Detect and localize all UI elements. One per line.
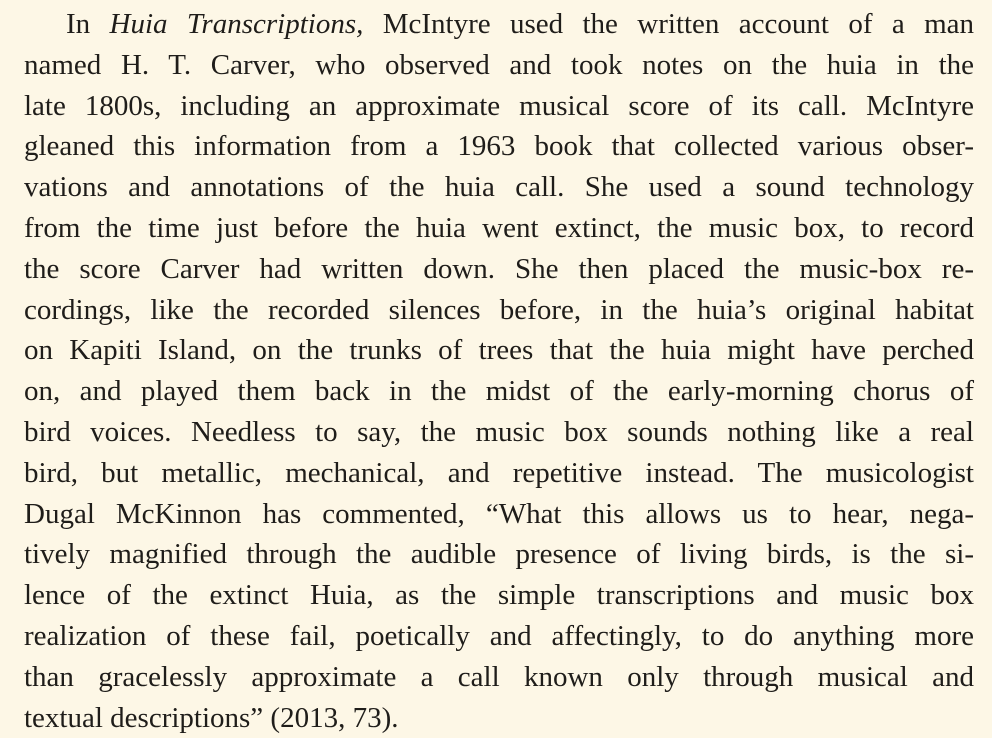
text-line-4: gleaned this information from a 1963 book that collected various obser- <box>24 130 974 163</box>
text-line-5: vations and annotations of the huia call. She used a sound technology <box>24 171 974 204</box>
text-line-12: bird, but metallic, mechanical, and repetitive instead. The musicologist <box>24 456 974 489</box>
text-line-13: Dugal McKinnon has commented, “What this allows us to hear, nega- <box>24 497 974 530</box>
line-1-prefix: In <box>66 8 110 40</box>
text-line-7: the score Carver had written down. She then placed the music-box re- <box>24 252 974 285</box>
text-line-17: than gracelessly approximate a call known only through musical and <box>24 660 974 693</box>
text-line-18: textual descriptions” (2013, 73). <box>24 701 399 734</box>
text-line-16: realization of these fail, poetically and affectingly, to do anything more <box>24 619 974 652</box>
text-line-3: late 1800s, including an approximate musical score of its call. McIntyre <box>24 89 974 122</box>
text-line-11: bird voices. Needless to say, the music box sounds nothing like a real <box>24 415 974 448</box>
text-line-2: named H. T. Carver, who observed and took notes on the huia in the <box>24 48 974 81</box>
line-1-rest: McIntyre used the written account of a man <box>363 8 974 40</box>
text-line-14: tively magnified through the audible presence of living birds, is the si- <box>24 538 974 571</box>
text-line-10: on, and played them back in the midst of the early-morning chorus of <box>24 375 974 408</box>
text-line-1 <box>24 4 974 45</box>
text-line-15: lence of the extinct Huia, as the simple transcriptions and music box <box>24 579 974 612</box>
text-line-9: on Kapiti Island, on the trunks of trees that the huia might have perched <box>24 334 974 367</box>
text-line-8: cordings, like the recorded silences before, in the huia’s original habitat <box>24 293 974 326</box>
body-paragraph <box>24 4 974 738</box>
work-title-italic: Huia Transcriptions, <box>109 8 364 40</box>
text-line-6: from the time just before the huia went extinct, the music box, to record <box>24 211 974 244</box>
